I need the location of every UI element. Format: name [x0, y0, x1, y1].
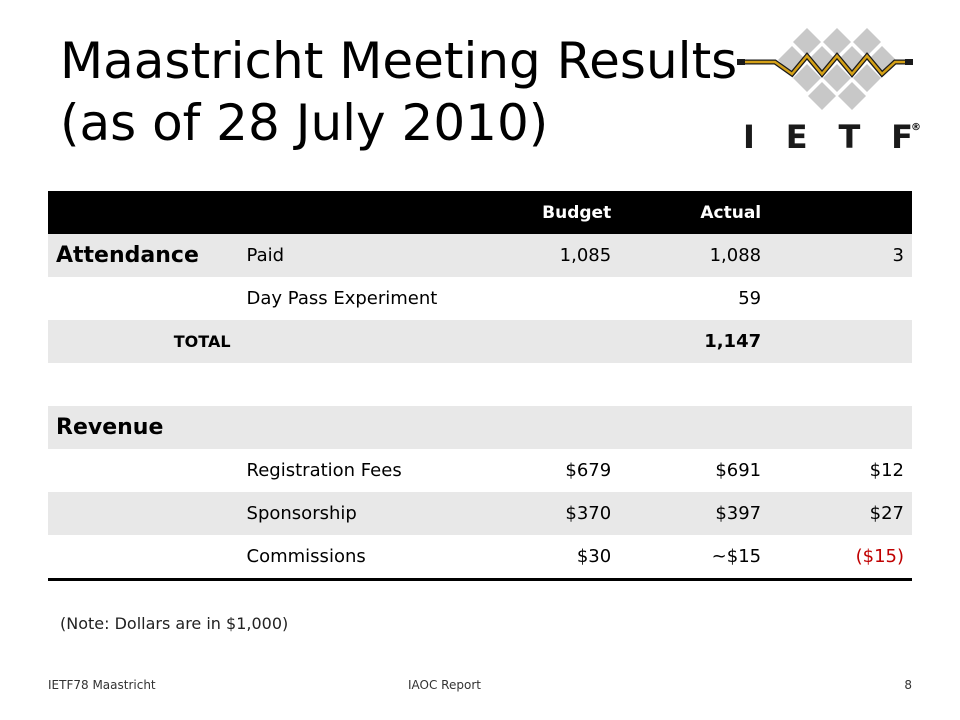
- logo-letter-f: F: [891, 118, 913, 156]
- commissions-actual: ~$15: [619, 535, 769, 580]
- total-label: TOTAL: [48, 320, 239, 363]
- table-row-paid: [48, 234, 912, 277]
- paid-label: Paid: [239, 234, 470, 277]
- day-pass-label: Day Pass Experiment: [239, 277, 470, 320]
- table-row-day-pass: [48, 277, 912, 320]
- table-row-sponsorship: [48, 492, 912, 535]
- paid-actual: 1,088: [619, 234, 769, 277]
- commissions-diff: ($15): [769, 535, 912, 580]
- results-table: [48, 191, 912, 581]
- attendance-label: Attendance: [48, 234, 239, 277]
- page-number: 8: [904, 678, 912, 692]
- registration-label: Registration Fees: [239, 449, 470, 492]
- day-pass-actual: 59: [619, 277, 769, 320]
- sponsorship-label: Sponsorship: [239, 492, 470, 535]
- table-header-row: [48, 191, 912, 234]
- table-row-revenue-heading: [48, 406, 912, 449]
- sponsorship-actual: $397: [619, 492, 769, 535]
- title-line-2: (as of 28 July 2010): [60, 94, 549, 152]
- footer-report: IAOC Report: [408, 678, 481, 692]
- logo-letter-e: E: [785, 118, 808, 156]
- registration-actual: $691: [619, 449, 769, 492]
- registration-budget: $679: [469, 449, 619, 492]
- paid-diff: 3: [769, 234, 912, 277]
- header-budget: Budget: [469, 191, 619, 234]
- ietf-logo-graphic: [735, 28, 920, 118]
- table-row-registration: [48, 449, 912, 492]
- title-line-1: Maastricht Meeting Results: [60, 32, 738, 90]
- revenue-label: Revenue: [48, 406, 239, 449]
- footer-event: IETF78 Maastricht: [48, 678, 156, 692]
- registration-diff: $12: [769, 449, 912, 492]
- table-row-commissions: [48, 535, 912, 580]
- registered-mark: ®: [911, 122, 921, 133]
- ietf-logo: [735, 28, 921, 156]
- header-actual: Actual: [619, 191, 769, 234]
- slide-title: [60, 30, 737, 154]
- ietf-wordmark: [743, 118, 913, 156]
- logo-letter-i: I: [743, 118, 755, 156]
- logo-letter-t: T: [838, 118, 861, 156]
- dollars-note: (Note: Dollars are in $1,000): [60, 614, 289, 633]
- commissions-budget: $30: [469, 535, 619, 580]
- paid-budget: 1,085: [469, 234, 619, 277]
- table-row-total: [48, 320, 912, 363]
- sponsorship-budget: $370: [469, 492, 619, 535]
- sponsorship-diff: $27: [769, 492, 912, 535]
- total-actual: 1,147: [619, 320, 769, 363]
- table-row-spacer: [48, 363, 912, 406]
- commissions-label: Commissions: [239, 535, 470, 580]
